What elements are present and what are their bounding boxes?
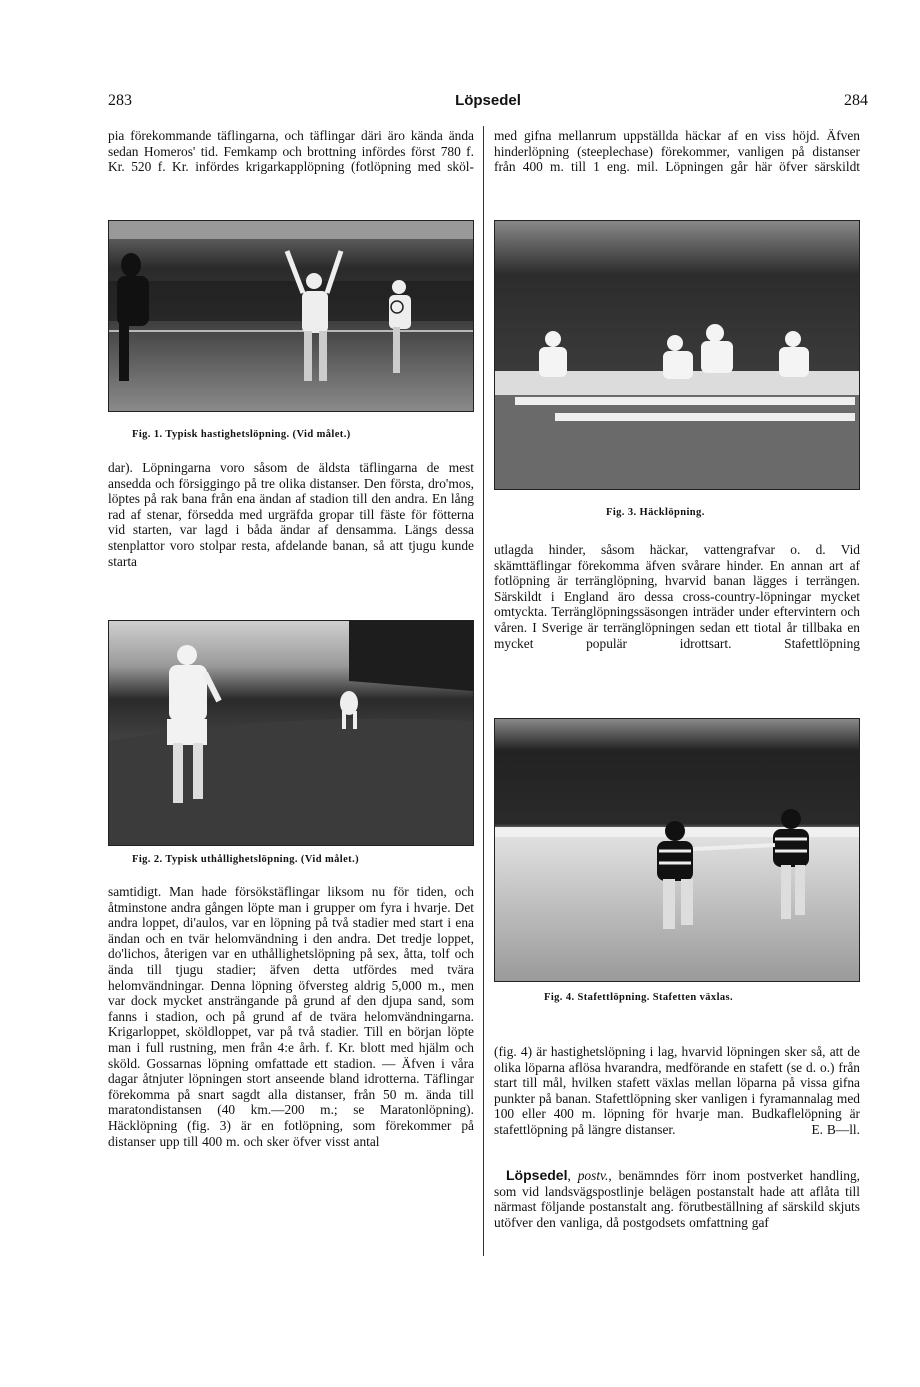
headword: Löpsedel	[506, 1167, 568, 1183]
distance-runner-photo	[109, 621, 473, 845]
left-paragraph-2: dar). Löpningarna voro såsom de äldsta täflingarna de mest ansedda och försiggingo på tre olika distanser. Den första, dro'mos, löptes på rak bana från ena ändan af stadion till den andra. En lång rad af stenar, försedda med urgräfda gropar till fäste för fötterna vid starten, var lagd i båda ändar af densamma. Längs dessa stenplattor voro stolpar resta, afdelande banan, så att tjugu kunde starta	[108, 460, 474, 569]
column-divider	[483, 126, 484, 1256]
figure-3-photo	[494, 220, 860, 490]
figure-1-caption: Fig. 1. Typisk hastighetslöpning. (Vid målet.)	[132, 429, 351, 440]
right-paragraph-4	[494, 1168, 860, 1230]
right-paragraph-1: med gifna mellanrum uppställda häckar af en viss höjd. Äfven hinderlöpning (steeplechase) förekommer, vanligen på distanser från 400 m. till 1 eng. mil. Löpningen går här öfver särskildt	[494, 128, 860, 175]
figure-2-caption: Fig. 2. Typisk uthållighetslöpning. (Vid målet.)	[132, 854, 360, 865]
author-signature: E. B—ll.	[811, 1121, 860, 1137]
right-column	[494, 128, 860, 1258]
page-header	[108, 92, 868, 112]
relay-baton-exchange-photo	[495, 719, 859, 981]
figure-3-caption: Fig. 3. Häcklöpning.	[606, 507, 705, 518]
figure-4-photo	[494, 718, 860, 982]
left-paragraph-3: samtidigt. Man hade försökstäflingar liksom nu för tiden, och åtminstone andra gången löpte man i grupper om fyra i hvarje. Det andra loppet, di'aulos, var en löpning på två stadier med start i ena ändan och en tvär helomvändning i den andra. Det tredje loppet, do'lichos, återigen var en uthållighetslöpning på sex, åtta, tolf och ända till tjugu stadier; äfven detta utfördes med tvära helomvändningar. Denna löpning öfversteg aldrig 5,000 m., men var dock mycket ansträngande på grund af den djupa sand, som fanns i stadion, och på grund af de tvära helomvändningarna. Krigarloppet, sköldloppet, var på två stadier. Till en början löpte man i full rustning, men från 4:e årh. f. Kr. blott med hjälm och sköld. Gossarnas löpning omfattade ett stadion. — Äfven i våra dagar åtnjuter löpningen stort anseende bland idrotterna. Täflingar förekomma på snart sagdt alla distanser, från 50 m. ända till maratondistansen (40 km.—200 m.; se Maratonlöpning). Häcklöpning (fig. 3) är en fotlöpning, som förekommer på distanser upp till 400 m. och sker öfver visst antal	[108, 884, 474, 1149]
right-paragraph-2: utlagda hinder, såsom häckar, vattengrafvar o. d. Vid skämttäflingar förekomma äfven svårare hinder. En annan art af fotlöpning är terränglöpning, hvarvid banan lägges i terrängen. Särskildt i England äro dessa cross-country-löpningar mycket omtyckta. Terränglöpningssäsongen inträder under eftervintern och våren. I Sverige är terränglöpningen sedan ett tiotal år tillbaka en mycket populär idrottsart. Stafettlöpning	[494, 542, 860, 651]
right-paragraph-4-text: , benämndes förr inom postverket handling, som vid landsvägspostlinje belägen postanstalt hade att aflåta till närmast följande postanstalt ang. förutbeställning af särskild skjuts utöfver den vanliga, då postgodsets omfattning gaf	[494, 1168, 860, 1230]
left-paragraph-1: pia förekommande täflingarna, och täflingar däri äro kända ända sedan Homeros' tid. Femkamp och brottning infördes först 780 f. Kr. 520 f. Kr. infördes krigarkapplöpning (fotlöpning med sköl-	[108, 128, 474, 175]
figure-2-photo	[108, 620, 474, 846]
headword-abbreviation: postv.	[577, 1168, 609, 1183]
figure-1-photo	[108, 220, 474, 412]
page-number-right: 284	[844, 92, 868, 109]
headword-comma: ,	[567, 1168, 578, 1183]
right-paragraph-3-text: (fig. 4) är hastighetslöpning i lag, hvarvid löpningen sker så, att de olika löparna aflösa hvarandra, medförande en stafett (se d. o.) från start till mål, hvilken stafett växlas mellan löparna på vissa gifna punkter på banan. Stafettlöpning sker vanligen i fyramannalag med 100 eller 400 m. löpning för hvarje man. Budkaflelöpning är stafettlöpning på längre distanser.	[494, 1044, 860, 1137]
hurdle-race-photo	[495, 221, 859, 489]
sprint-finish-photo	[109, 221, 473, 411]
figure-4-caption: Fig. 4. Stafettlöpning. Stafetten växlas.	[544, 992, 734, 1003]
right-paragraph-3	[494, 1044, 860, 1138]
left-column	[108, 128, 474, 1258]
running-title: Löpsedel	[455, 92, 521, 109]
page-number-left: 283	[108, 92, 132, 109]
